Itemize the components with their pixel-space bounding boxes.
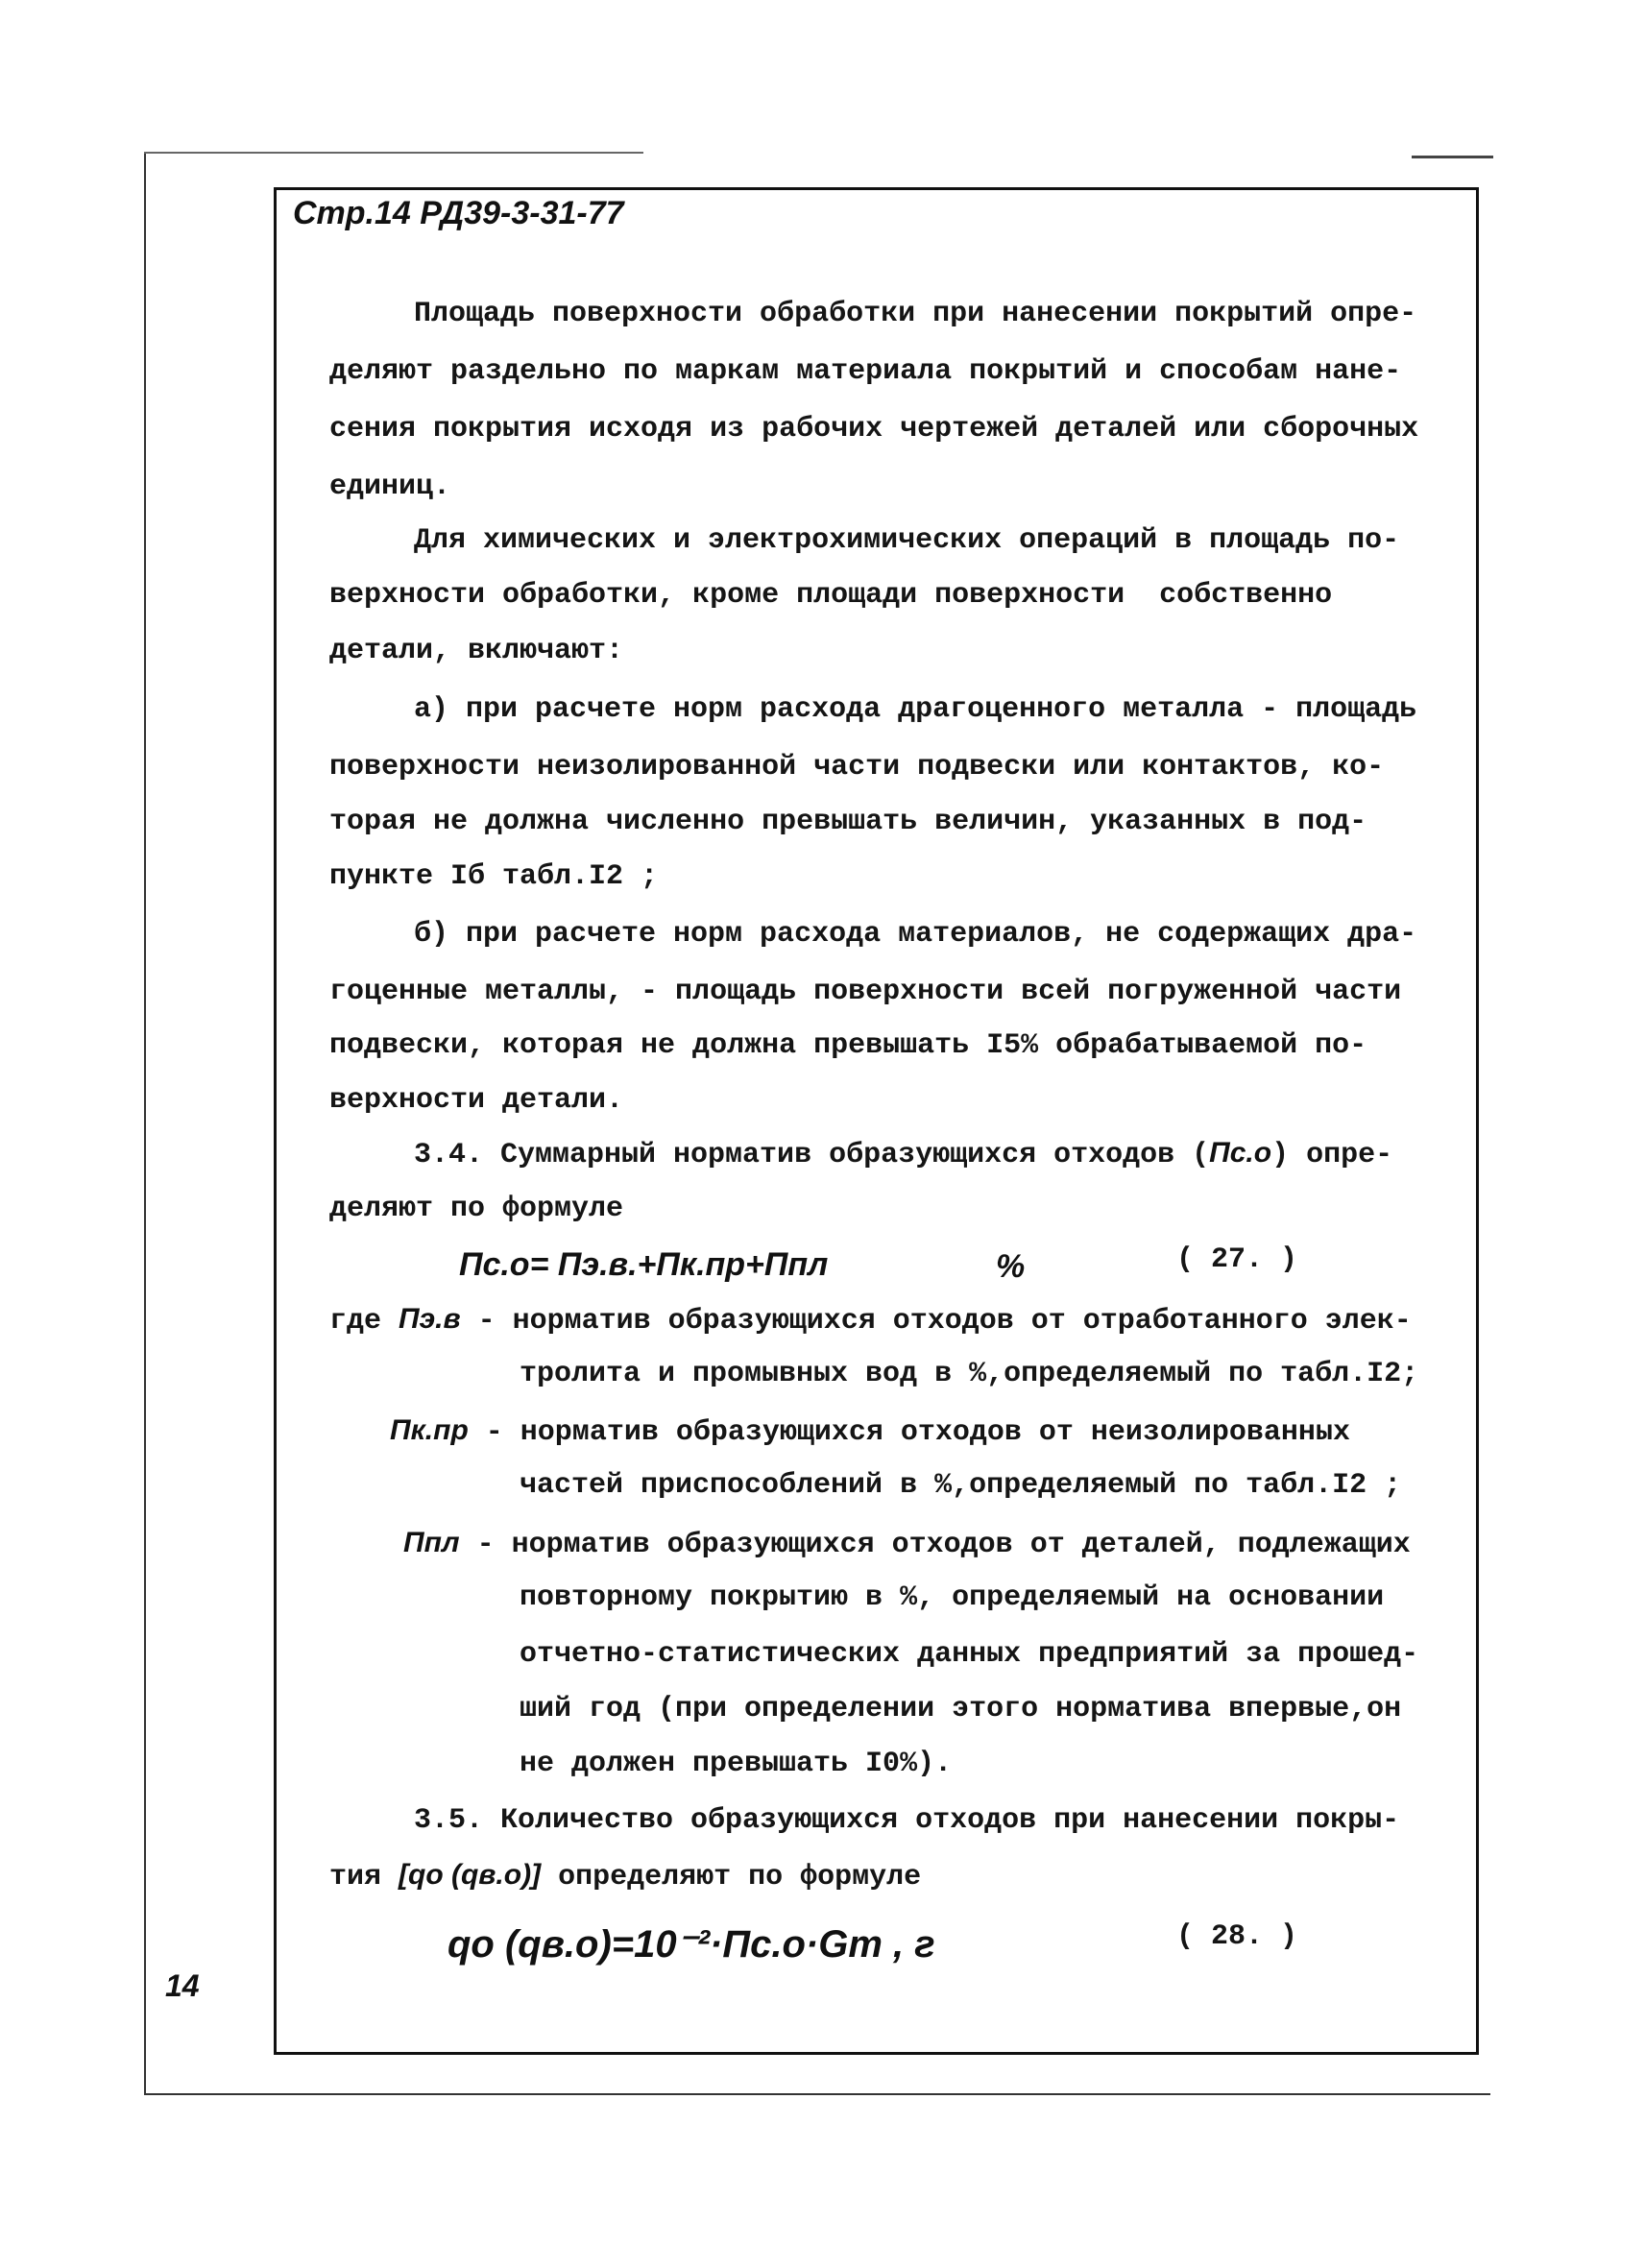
text-line: подвески, которая не должна превышать I5% обрабатываемой по- — [329, 1029, 1367, 1062]
text-line: сения покрытия исходя из рабочих чертежей деталей или сборочных — [329, 413, 1419, 446]
text-line: деляют раздельно по маркам материала покрытий и способам нане- — [329, 355, 1402, 388]
text-line: детали, включают: — [329, 635, 624, 667]
text-line: повторному покрытию в %, определяемый на основании — [520, 1581, 1385, 1614]
symbol-pkpr: Пк.пр — [390, 1414, 469, 1446]
text-line: верхности детали. — [329, 1084, 624, 1117]
text-line: поверхности неизолированной части подвески или контактов, ко- — [329, 751, 1385, 784]
section-3-5-cont — [329, 1859, 921, 1894]
where-item-3 — [403, 1527, 1411, 1561]
formula-27-expression: Пс.о= Пэ.в.+Пк.пр+Ппл — [459, 1246, 829, 1283]
symbol-qo: [qо (qв.о)] — [399, 1859, 542, 1891]
section-3-5: 3.5. Количество образующихся отходов при нанесении покры- — [414, 1804, 1400, 1837]
where-label: где — [329, 1305, 382, 1338]
formula-28 — [448, 1923, 935, 1966]
formula-28-expression: qо (qв.о)=10⁻²·Пс.о·Gm , г — [448, 1923, 935, 1966]
where-text: - норматив образующихся отходов от неизолированных — [485, 1416, 1350, 1449]
text-line: Площадь поверхности обработки при нанесении покрытий опре- — [414, 298, 1417, 330]
text-line: тролита и промывных вод в %,определяемый по табл.I2; — [520, 1358, 1419, 1390]
where-item-1 — [329, 1303, 1412, 1338]
page-header: Стр.14 РД39-3-31-77 — [293, 195, 624, 231]
outer-top-line-right — [1412, 156, 1493, 158]
text-line: Для химических и электрохимических операций в площадь по- — [414, 524, 1400, 557]
text-line: деляют по формуле — [329, 1193, 624, 1225]
section-3-4-text-end: ) опре- — [1271, 1139, 1393, 1171]
formula-27-unit: % — [996, 1248, 1026, 1285]
symbol-ppl: Ппл — [403, 1527, 460, 1558]
section-3-4 — [414, 1137, 1392, 1171]
section-3-4-text: 3.4. Суммарный норматив образующихся отходов ( — [414, 1139, 1210, 1171]
symbol-pev: Пэ.в — [399, 1303, 461, 1335]
text-line: б) при расчете норм расхода материалов, не содержащих дра- — [414, 918, 1417, 951]
text-line: верхности обработки, кроме площади поверхности собственно — [329, 579, 1333, 612]
outer-top-line — [144, 152, 643, 154]
text: тия — [329, 1861, 399, 1894]
text-line: отчетно-статистических данных предприятий за прошед- — [520, 1638, 1419, 1671]
text-line: единиц. — [329, 470, 451, 503]
formula-27-number: ( 27. ) — [1176, 1243, 1298, 1276]
text-line: не должен превышать I0%). — [520, 1748, 953, 1780]
text-line: а) при расчете норм расхода драгоценного металла - площадь — [414, 693, 1417, 726]
margin-page-number: 14 — [165, 1968, 200, 2003]
symbol-pco: Пс.о — [1209, 1137, 1272, 1169]
where-text: - норматив образующихся отходов от деталей, подлежащих — [476, 1529, 1411, 1561]
text-line: пункте Iб табл.I2 ; — [329, 860, 659, 893]
text-line: гоценные металлы, - площадь поверхности всей погруженной части — [329, 976, 1402, 1008]
text: определяют по формуле — [541, 1861, 922, 1894]
where-text: - норматив образующихся отходов от отработанного элек- — [477, 1305, 1412, 1338]
where-item-2 — [390, 1414, 1350, 1449]
text-line: частей приспособлений в %,определяемый по табл.I2 ; — [520, 1469, 1402, 1502]
formula-27 — [459, 1248, 828, 1285]
text-line: ший год (при определении этого норматива впервые,он — [520, 1693, 1402, 1725]
text-line: торая не должна численно превышать величин, указанных в под- — [329, 806, 1367, 838]
formula-28-number: ( 28. ) — [1176, 1920, 1298, 1953]
